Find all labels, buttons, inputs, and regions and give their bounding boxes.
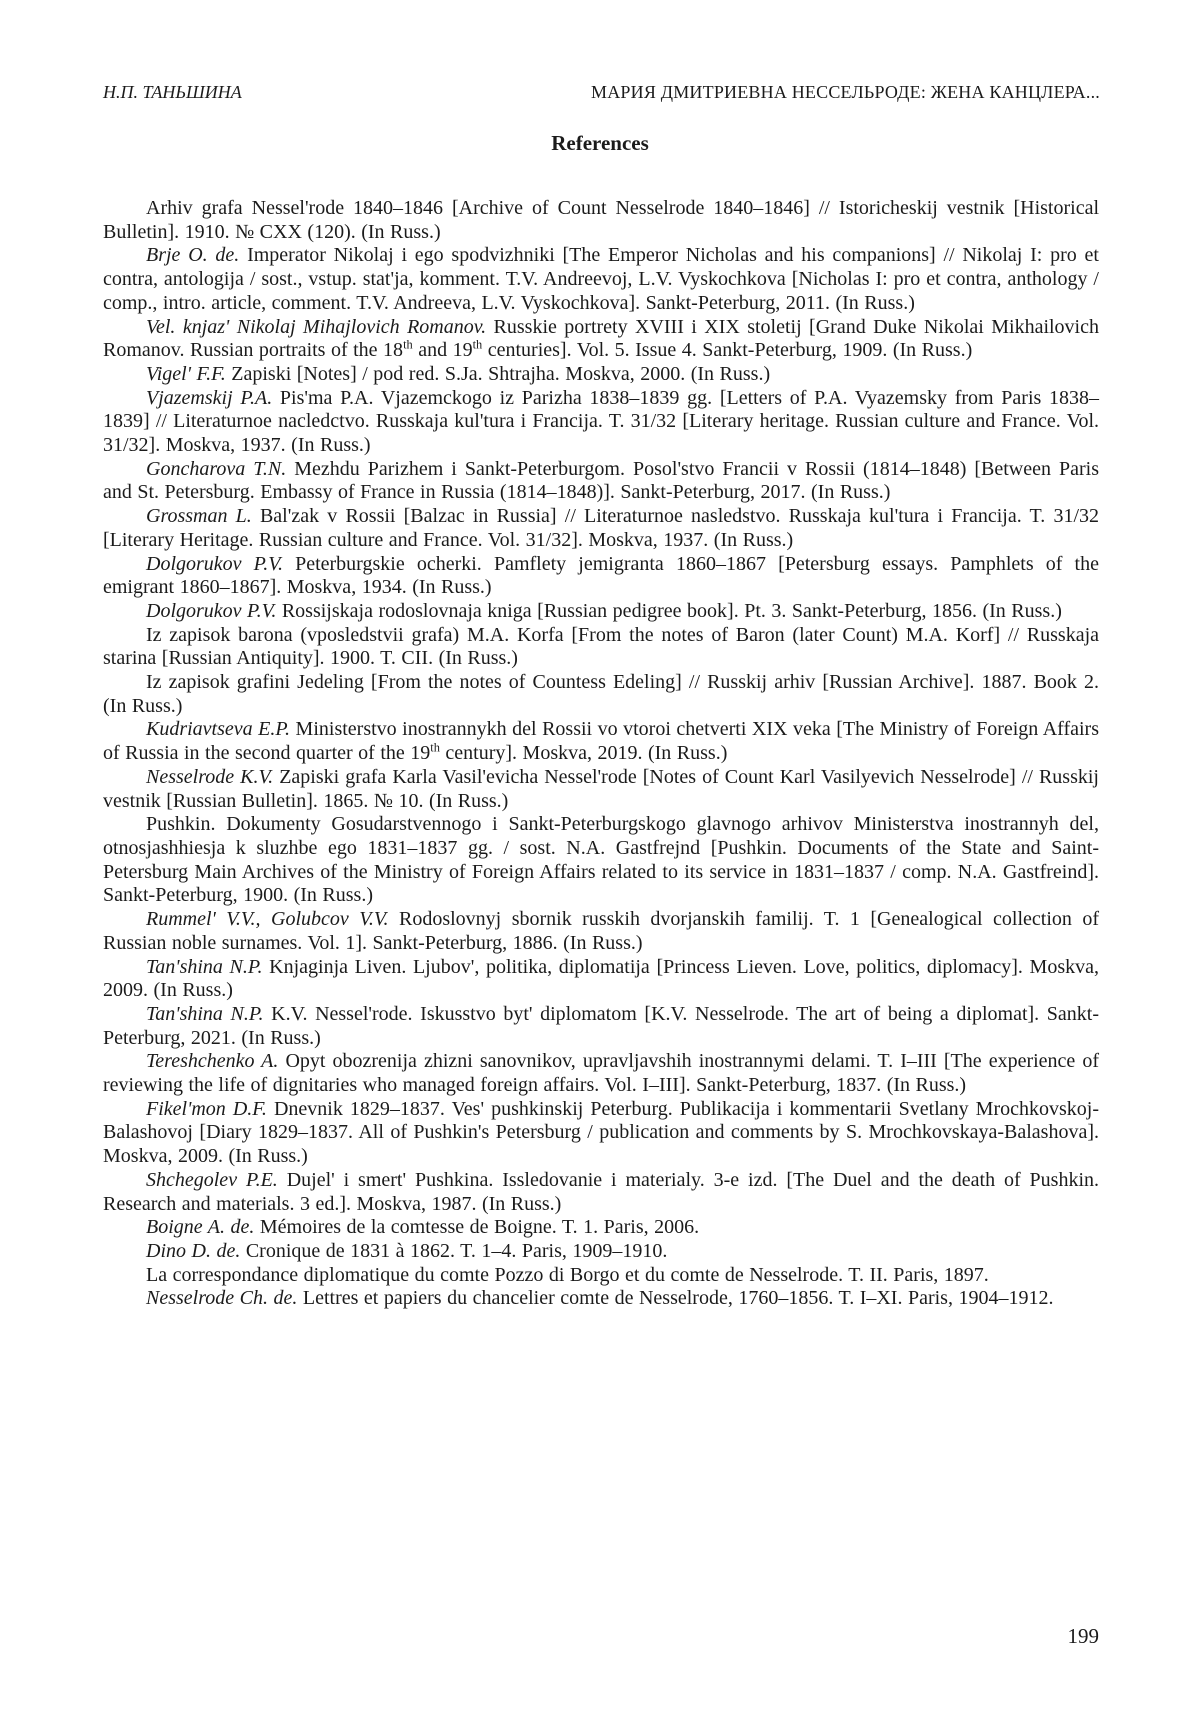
reference-entry: Dolgorukov P.V. Peterburgskie ocherki. Pamflety jemigranta 1860–1867 [Petersburg essays. Pamphlets of the emigrant 1860–1867]. Moskva, 1934. (In Russ.) xyxy=(103,552,1099,599)
reference-entry: Goncharova T.N. Mezhdu Parizhem i Sankt-Peterburgom. Posol'stvo Francii v Rossii (1814–1848) [Between Paris and St. Petersburg. Embassy of France in Russia (1814–1848)]. Sankt-Peterburg, 2017. (In Russ.) xyxy=(103,457,1099,504)
running-header-author: Н.П. ТАНЬШИНА xyxy=(103,82,242,102)
reference-entry: Boigne A. de. Mémoires de la comtesse de Boigne. T. 1. Paris, 2006. xyxy=(146,1216,700,1239)
reference-entry: Vjazemskij P.A. Pis'ma P.A. Vjazemckogo iz Parizha 1838–1839 gg. [Letters of P.A. Vyazemsky from Paris 1838–1839] // Literaturnoe nacledctvo. Russkaja kul'tura i Francija. T. 31/32 [Literary heritage. Russian culture and France. Vol. 31/32]. Moskva, 1937. (In Russ.) xyxy=(103,386,1099,457)
running-header-title: МАРИЯ ДМИТРИЕВНА НЕССЕЛЬРОДЕ: ЖЕНА КАНЦЛЕРА... xyxy=(591,82,1100,102)
reference-entry: Pushkin. Dokumenty Gosudarstvennogo i Sankt-Peterburgskogo glavnogo arhivov Ministerstva inostrannyh del, otnosjashhiesja k sluzhbe ego 1831–1837 gg. / sost. N.A. Gastfrejnd [Pushkin. Documents of the State and Saint-Petersburg Main Archives of the Ministry of Foreign Affairs related to its service in 1831–1837 / comp. N.A. Gastfreind]. Sankt-Peterburg, 1900. (In Russ.) xyxy=(103,813,1099,907)
reference-entry: Vel. knjaz' Nikolaj Mihajlovich Romanov. Russkie portrety XVIII i XIX stoletij [Grand Duke Nikolai Mikhailovich Romanov. Russian portraits of the 18th and 19th centuries]. Vol. 5. Issue 4. Sankt-Peterburg, 1909. (In Russ.) xyxy=(103,315,1099,362)
reference-entry: Tan'shina N.P. K.V. Nessel'rode. Iskusstvo byt' diplomatom [K.V. Nesselrode. The art of being a diplomat]. Sankt-Peterburg, 2021. (In Russ.) xyxy=(103,1002,1099,1049)
reference-entry: Dolgorukov P.V. Rossijskaja rodoslovnaja kniga [Russian pedigree book]. Pt. 3. Sankt-Peterburg, 1856. (In Russ.) xyxy=(146,599,1062,622)
page-number: 199 xyxy=(1067,1624,1099,1648)
reference-entry: Vigel' F.F. Zapiski [Notes] / pod red. S.Ja. Shtrajha. Moskva, 2000. (In Russ.) xyxy=(146,362,771,385)
reference-entry: Iz zapisok barona (vposledstvii grafa) M.A. Korfa [From the notes of Baron (later Count) M.A. Korf] // Russkaja starina [Russian Antiquity]. 1900. T. CII. (In Russ.) xyxy=(103,623,1099,670)
running-header xyxy=(103,82,1100,103)
reference-entry: Nesselrode K.V. Zapiski grafa Karla Vasil'evicha Nessel'rode [Notes of Count Karl Vasilyevich Nesselrode] // Russkij vestnik [Russian Bulletin]. 1865. № 10. (In Russ.) xyxy=(103,765,1099,812)
reference-entry: La correspondance diplomatique du comte Pozzo di Borgo et du comte de Nesselrode. T. II. Paris, 1897. xyxy=(146,1263,989,1286)
reference-entry: Tereshchenko A. Opyt obozrenija zhizni sanovnikov, upravljavshih inostrannymi delami. T. I–III [The experience of reviewing the life of dignitaries who managed foreign affairs. Vol. I–III]. Sankt-Peterburg, 1837. (In Russ.) xyxy=(103,1050,1099,1097)
reference-entry: Grossman L. Bal'zak v Rossii [Balzac in Russia] // Literaturnoe nasledstvo. Russkaja kul'tura i Francija. T. 31/32 [Literary Heritage. Russian culture and France. Vol. 31/32]. Moskva, 1937. (In Russ.) xyxy=(103,505,1099,551)
reference-entry: Iz zapisok grafini Jedeling [From the notes of Countess Edeling] // Russkij arhiv [Russian Archive]. 1887. Book 2. (In Russ.) xyxy=(103,671,1099,717)
references-list xyxy=(103,197,1099,1311)
reference-entry: Brje O. de. Imperator Nikolaj i ego spodvizhniki [The Emperor Nicholas and his companions] // Nikolaj I: pro et contra, antologija / sost., vstup. stat'ja, komment. T.V. Andreevoj, L.V. Vyskochkova [Nicholas I: pro et contra, anthology / comp., intro. article, comment. T.V. Andreeva, L.V. Vyskochkova]. Sankt-Peterburg, 2011. (In Russ.) xyxy=(103,244,1099,314)
reference-entry: Arhiv grafa Nessel'rode 1840–1846 [Archive of Count Nesselrode 1840–1846] // Istoricheskij vestnik [Historical Bulletin]. 1910. № CXX (120). (In Russ.) xyxy=(103,197,1099,243)
reference-entry: Dino D. de. Cronique de 1831 à 1862. T. 1–4. Paris, 1909–1910. xyxy=(146,1239,668,1262)
section-title: References xyxy=(551,131,649,155)
reference-entry: Fikel'mon D.F. Dnevnik 1829–1837. Ves' pushkinskij Peterburg. Publikacija i kommentarii Svetlany Mrochkovskoj-Balashovoj [Diary 1829–1837. All of Pushkin's Petersburg / publication and comments by S. Mrochkovskaya-Balashova]. Moskva, 2009. (In Russ.) xyxy=(103,1097,1100,1168)
reference-entry: Nesselrode Ch. de. Lettres et papiers du chancelier comte de Nesselrode, 1760–1856. T. I–XI. Paris, 1904–1912. xyxy=(146,1287,1054,1310)
reference-entry: Shchegolev P.E. Dujel' i smert' Pushkina. Issledovanie i materialy. 3-e izd. [The Duel and the death of Pushkin. Research and materials. 3 ed.]. Moskva, 1987. (In Russ.) xyxy=(103,1168,1100,1215)
reference-entry: Rummel' V.V., Golubcov V.V. Rodoslovnyj sbornik russkih dvorjanskih familij. T. 1 [Genealogical collection of Russian noble surnames. Vol. 1]. Sankt-Peterburg, 1886. (In Russ.) xyxy=(103,908,1100,954)
reference-entry: Kudriavtseva E.P. Ministerstvo inostrannykh del Rossii vo vtoroi chetverti XIX veka [The Ministry of Foreign Affairs of Russia in the second quarter of the 19th century]. Moskva, 2019. (In Russ.) xyxy=(103,718,1099,765)
reference-entry: Tan'shina N.P. Knjaginja Liven. Ljubov', politika, diplomatija [Princess Lieven. Love, politics, diplomacy]. Moskva, 2009. (In Russ.) xyxy=(103,955,1099,1002)
